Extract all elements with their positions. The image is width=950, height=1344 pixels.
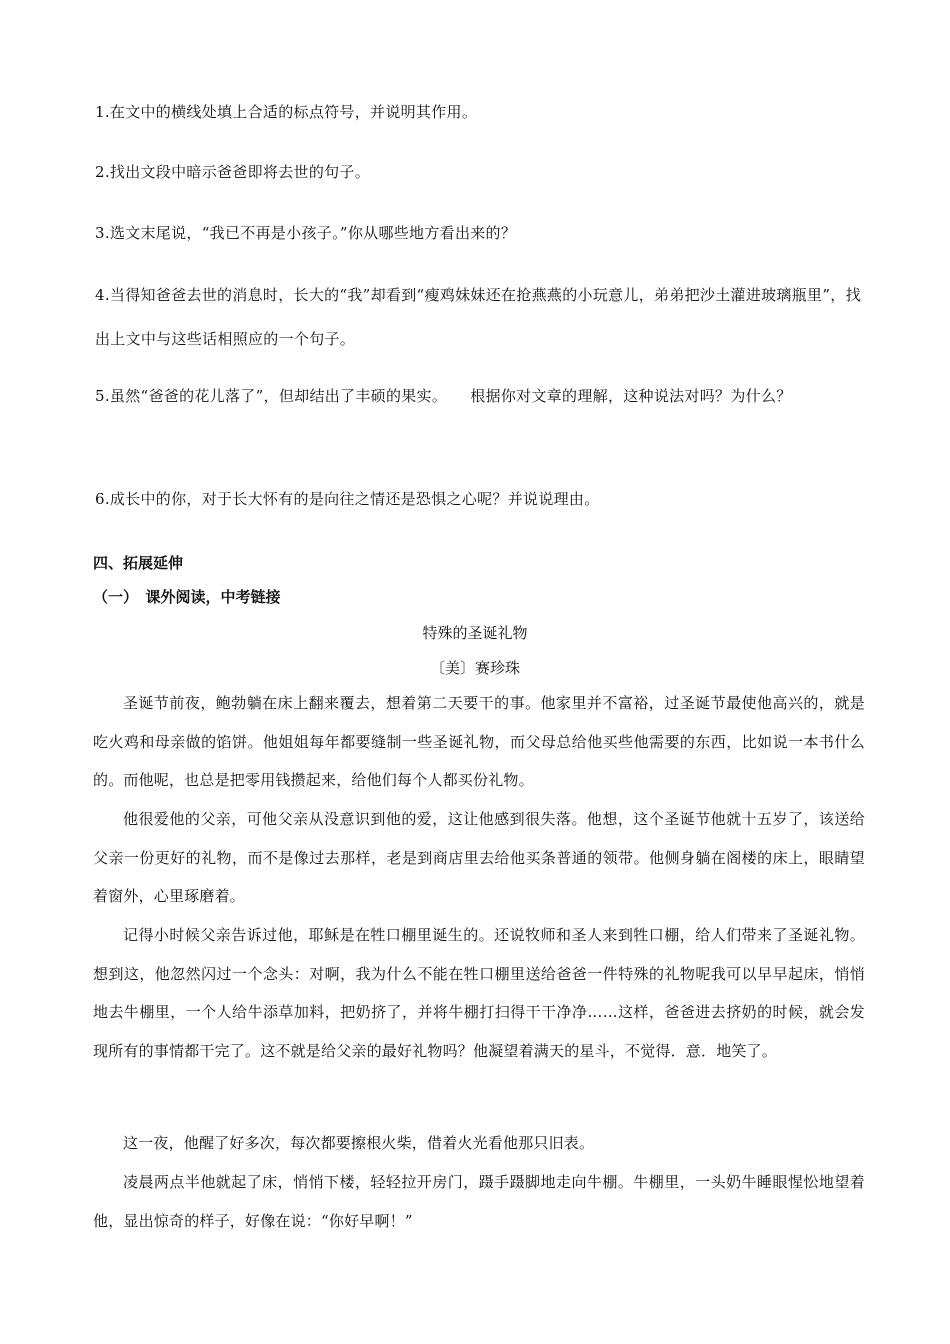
subsection-heading: （一） 课外阅读，中考链接 <box>93 588 281 606</box>
article-paragraph-4: 这一夜，他醒了好多次，每次都要擦根火柴，借着火光看他那只旧表。 <box>123 1134 595 1152</box>
article-title: 特殊的圣诞礼物 <box>422 624 528 642</box>
section-heading: 四、拓展延伸 <box>93 554 184 572</box>
question-5: 5.虽然“爸爸的花儿落了”，但却结出了丰硕的果实。 根据你对文章的理解，这种说法对吗？为什么？ <box>95 387 792 405</box>
article-author: 〔美〕赛珍珠 <box>429 659 520 677</box>
question-2: 2.找出文段中暗示爸爸即将去世的句子。 <box>95 163 371 181</box>
question-6: 6.成长中的你，对于长大怀有的是向往之情还是恐惧之心呢？并说说理由。 <box>95 490 600 508</box>
question-3: 3.选文末尾说，“我已不再是小孩子。”你从哪些地方看出来的？ <box>95 224 517 242</box>
article-paragraph-5: 凌晨两点半他就起了床，悄悄下楼，轻轻拉开房门，蹑手蹑脚地走向牛棚。牛棚里，一头奶牛睡眼惺忪地望着他，显出惊奇的样子，好像在说：“你好早啊！” <box>93 1173 865 1230</box>
article-paragraph-1: 圣诞节前夜，鲍勃躺在床上翻来覆去，想着第二天要干的事。他家里并不富裕，过圣诞节最使他高兴的，就是吃火鸡和母亲做的馅饼。他姐姐每年都要缝制一些圣诞礼物，而父母总给他买些他需要的东西，比如说一本书什么的。而他呢，也总是把零用钱攒起来，给他们每个人都买份礼物。 <box>93 694 865 789</box>
question-1: 1.在文中的横线处填上合适的标点符号，并说明其作用。 <box>95 103 478 121</box>
question-4: 4.当得知爸爸去世的消息时，长大的“我”却看到“瘦鸡妹妹还在抢燕燕的小玩意儿，弟弟把沙土灌进玻璃瓶里”，找出上文中与这些话相照应的一个句子。 <box>95 286 861 348</box>
article-paragraph-2: 他很爱他的父亲，可他父亲从没意识到他的爱，这让他感到很失落。他想，这个圣诞节他就十五岁了，该送给父亲一份更好的礼物，而不是像过去那样，老是到商店里去给他买条普通的领带。他侧身躺在阁楼的床上，眼睛望着窗外，心里琢磨着。 <box>93 810 865 905</box>
article-paragraph-3: 记得小时候父亲告诉过他，耶稣是在牲口棚里诞生的。还说牧师和圣人来到牲口棚，给人们带来了圣诞礼物。想到这，他忽然闪过一个念头：对啊，我为什么不能在牲口棚里送给爸爸一件特殊的礼物呢我可以早早起床，悄悄地去牛棚里，一个人给牛添草加料，把奶挤了，并将牛棚打扫得干干净净……这样，爸爸进去挤奶的时候，就会发现所有的事情都干完了。这不就是给父亲的最好礼物吗？他凝望着满天的星斗，不觉得．意．地笑了。 <box>93 926 865 1060</box>
